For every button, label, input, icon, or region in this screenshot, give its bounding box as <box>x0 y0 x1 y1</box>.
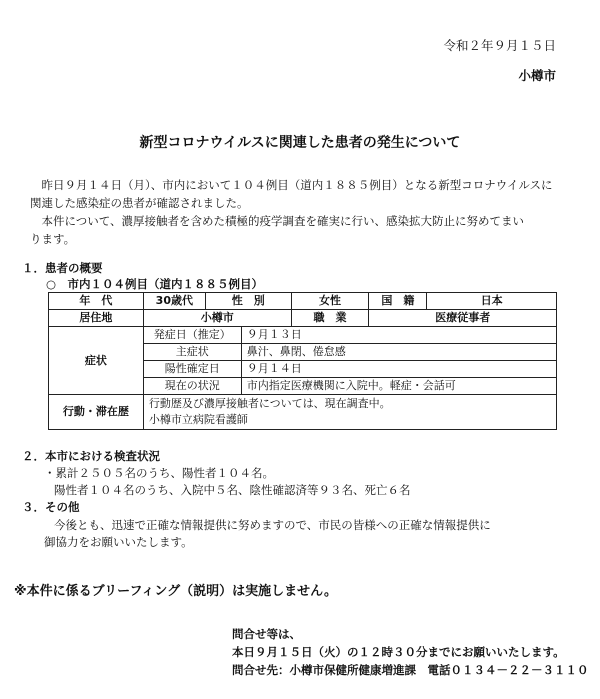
main-symptom-value: 鼻汁、鼻閉、倦怠感 <box>241 344 556 361</box>
confirmed-date-label: 陽性確定日 <box>143 361 241 378</box>
sex-value: 女性 <box>291 293 369 310</box>
release-date: 令和２年９月１５日 <box>443 38 556 53</box>
case-heading: ○ 市内１０４例目（道内１８８５例目） <box>46 277 264 291</box>
intro-paragraph <box>30 176 580 248</box>
intro-p2-line2: ります。 <box>30 232 76 246</box>
section2-line2: 陽性者１０４名のうち、入院中５名、陰性確認済等９３名、死亡６名 <box>54 483 411 497</box>
contact-deadline: 本日９月１５日（火）の１２時３０分までにお願いいたします。 <box>232 645 565 659</box>
sex-label: 性 別 <box>205 293 291 310</box>
behavior-value <box>143 395 556 430</box>
patient-summary-table <box>48 292 557 430</box>
onset-label: 発症日（推定） <box>143 327 241 344</box>
briefing-notice: ※本件に係るブリーフィング（説明）は実施しません。 <box>14 584 337 599</box>
section3-line2: 御協力をお願いいたします。 <box>44 535 193 549</box>
intro-p1-line2: 関連した感染症の患者が確認されました。 <box>30 196 249 210</box>
nationality-label: 国 籍 <box>369 293 427 310</box>
page-title: 新型コロナウイルスに関連した患者の発生について <box>139 135 461 151</box>
confirmed-date-value: ９月１４日 <box>241 361 556 378</box>
occupation-label: 職 業 <box>291 310 369 327</box>
section1-heading: １．患者の概要 <box>22 261 103 275</box>
intro-p2-line1: 本件について、濃厚接触者を含めた積極的疫学調査を確実に行い、感染拡大防止に努めてまい <box>41 214 525 228</box>
status-value: 市内指定医療機関に入院中。軽症・会話可 <box>241 378 556 395</box>
status-label: 現在の状況 <box>143 378 241 395</box>
section3-line1: 今後とも、迅速で正確な情報提供に努めますので、市民の皆様への正確な情報提供に <box>54 518 491 532</box>
section3-heading: ３．その他 <box>22 500 80 514</box>
intro-p1-line1: 昨日９月１４日（月）、市内において１０４例目（道内１８８５例目）となる新型コロナウイルスに <box>41 178 553 192</box>
behavior-label: 行動・滞在歴 <box>49 395 144 430</box>
nationality-value: 日本 <box>427 293 557 310</box>
section2-line1: ・累計２５０５名のうち、陽性者１０４名。 <box>44 466 274 480</box>
occupation-value: 医療従事者 <box>369 310 557 327</box>
behavior-line1: 行動歴及び濃厚接触者については、現在調査中。 <box>148 397 391 410</box>
issuing-organization: 小樽市 <box>518 68 556 83</box>
main-symptom-label: 主症状 <box>143 344 241 361</box>
contact-info: 問合せ先：小樽市保健所健康増進課 電話０１３４－２２－３１１０ <box>232 663 589 677</box>
residence-value: 小樽市 <box>143 310 291 327</box>
residence-label: 居住地 <box>49 310 144 327</box>
section2-heading: ２．本市における検査状況 <box>22 449 160 463</box>
age-label: 年 代 <box>49 293 144 310</box>
symptoms-label: 症状 <box>49 327 144 395</box>
onset-value: ９月１３日 <box>241 327 556 344</box>
contact-line1: 問合せ等は、 <box>232 627 301 641</box>
age-value: 30歳代 <box>143 293 205 310</box>
behavior-line2: 小樽市立病院看護師 <box>148 413 248 426</box>
